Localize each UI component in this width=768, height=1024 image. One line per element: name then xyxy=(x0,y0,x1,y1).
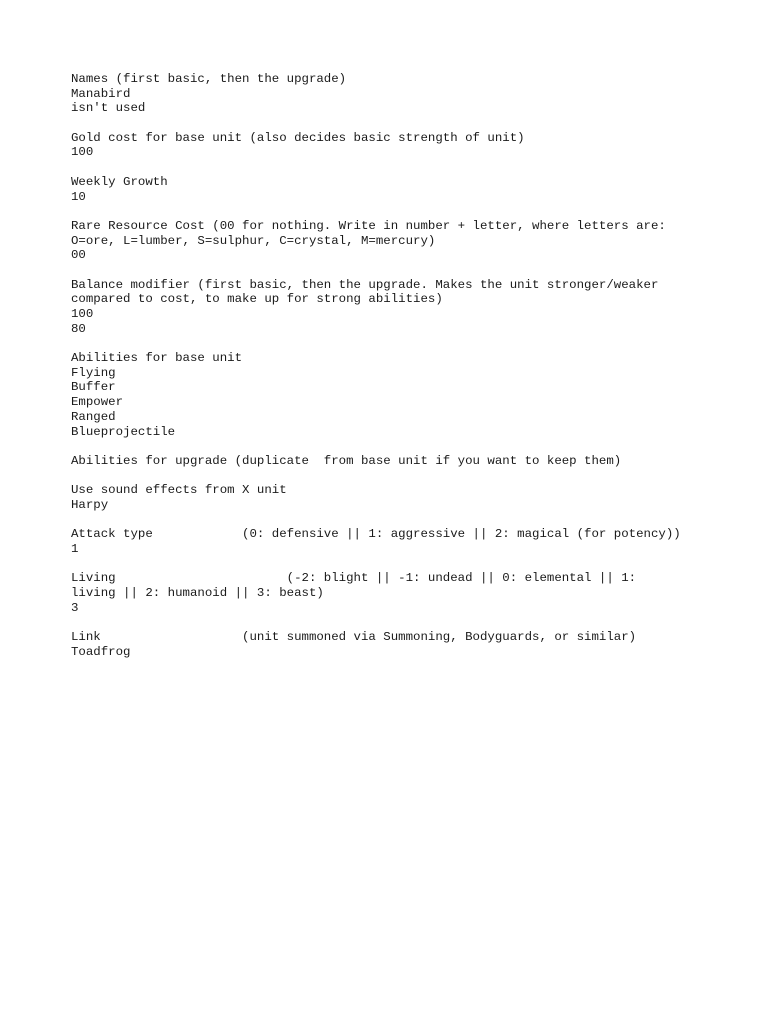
living-value: 3 xyxy=(71,600,79,615)
sound-effects-label: Use sound effects from X unit xyxy=(71,483,287,498)
spacer xyxy=(71,615,711,630)
attack-type-label: Attack type (0: defensive || 1: aggressive || 2: magical (for potency)) xyxy=(71,527,681,542)
ability-item: Flying xyxy=(71,365,116,380)
names-basic-value: Manabird xyxy=(71,86,131,101)
names-upgrade-value: isn't used xyxy=(71,101,146,116)
sound-effects-value: Harpy xyxy=(71,497,109,512)
rare-resource-value: 00 xyxy=(71,248,86,263)
link-value: Toadfrog xyxy=(71,644,131,659)
spacer xyxy=(71,116,711,131)
link-label: Link (unit summoned via Summoning, Bodyguards, or similar) xyxy=(71,630,637,645)
gold-cost-value: 100 xyxy=(71,145,94,160)
ability-item: Ranged xyxy=(71,409,116,424)
ability-item: Empower xyxy=(71,395,124,410)
balance-modifier-label-line-1: Balance modifier (first basic, then the upgrade. Makes the unit stronger/weaker xyxy=(71,277,659,292)
ability-item: Buffer xyxy=(71,380,116,395)
spacer xyxy=(71,513,711,528)
spacer xyxy=(71,336,711,351)
weekly-growth-value: 10 xyxy=(71,189,86,204)
names-label: Names (first basic, then the upgrade) xyxy=(71,72,347,86)
living-label-line-2: living || 2: humanoid || 3: beast) xyxy=(71,586,324,601)
spacer xyxy=(71,204,711,219)
rare-resource-label-line-2: O=ore, L=lumber, S=sulphur, C=crystal, M=mercury) xyxy=(71,233,436,248)
balance-modifier-label-line-2: compared to cost, to make up for strong abilities) xyxy=(71,292,443,307)
spacer xyxy=(71,439,711,454)
abilities-base-label: Abilities for base unit xyxy=(71,351,243,366)
living-label-line-1: Living (-2: blight || -1: undead || 0: elemental || 1: xyxy=(71,571,637,586)
balance-basic-value: 100 xyxy=(71,307,94,321)
weekly-growth-label: Weekly Growth xyxy=(71,174,168,189)
document-page xyxy=(71,72,711,660)
attack-type-value: 1 xyxy=(71,542,79,556)
ability-item: Blueprojectile xyxy=(71,424,176,439)
abilities-upgrade-label: Abilities for upgrade (duplicate from base unit if you want to keep them) xyxy=(71,453,622,468)
rare-resource-label-line-1: Rare Resource Cost (00 for nothing. Write in number + letter, where letters are: xyxy=(71,218,666,233)
spacer xyxy=(71,469,711,484)
spacer xyxy=(71,263,711,278)
balance-upgrade-value: 80 xyxy=(71,321,86,336)
spacer xyxy=(71,557,711,572)
spacer xyxy=(71,160,711,175)
gold-cost-label: Gold cost for base unit (also decides basic strength of unit) xyxy=(71,130,525,145)
